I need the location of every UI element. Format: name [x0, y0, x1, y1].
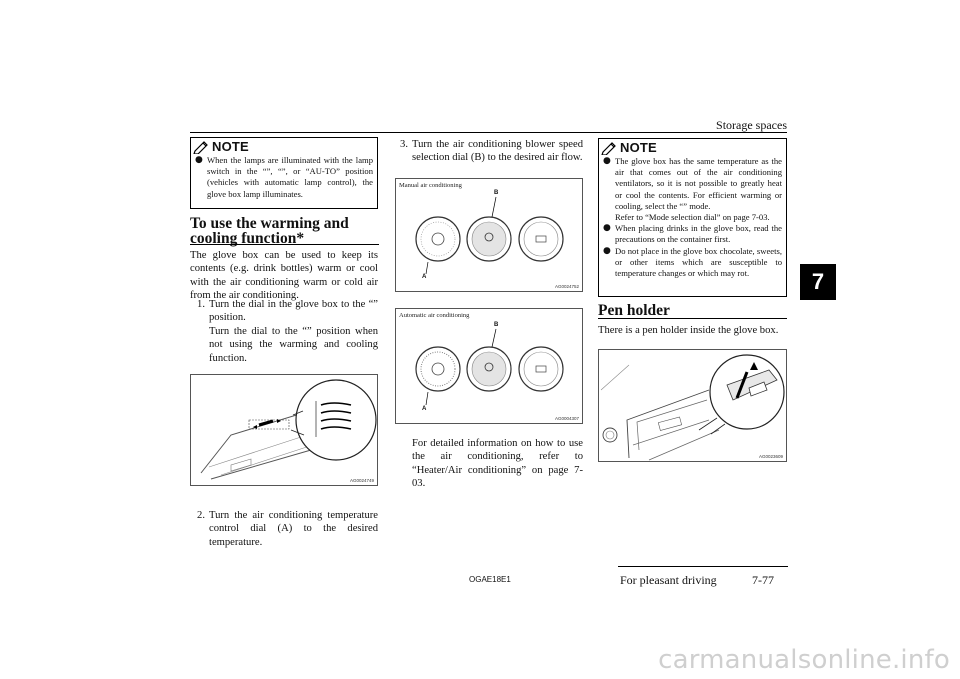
section-rule — [190, 244, 379, 245]
step-number: 1. — [197, 299, 205, 310]
note-box-lamps — [190, 137, 378, 209]
step-text: Turn the air conditioning blower speed selection dial (B) to the desired air flow. — [412, 139, 583, 164]
step-2 — [192, 509, 378, 549]
note-item-text: When placing drinks in the glove box, read the precautions on the container first. — [615, 223, 782, 245]
note-body — [599, 156, 786, 279]
figure-id: AG0023609 — [758, 454, 783, 459]
section-title-warming: To use the warming and cooling function* — [190, 215, 349, 247]
step-number: 2. — [197, 510, 205, 521]
section-rule — [598, 318, 787, 319]
note-item-text — [615, 156, 782, 223]
note-label: NOTE — [212, 139, 249, 154]
note-header — [191, 138, 377, 155]
glove-box-illustration — [191, 375, 377, 485]
figure-manual-ac — [395, 178, 583, 292]
bullet-icon: ● — [603, 223, 611, 234]
label-a: A — [422, 274, 427, 280]
note-pencil-icon — [193, 140, 209, 154]
label-b: B — [494, 190, 499, 196]
pen-holder-paragraph: There is a pen holder inside the glove box. — [598, 325, 779, 336]
footer-section-title: For pleasant driving — [620, 573, 717, 587]
label-b: B — [494, 322, 499, 328]
note-item-text: When the lamps are illuminated with the lamp switch in the “”, “”, or “AU-TO” position (vehicles with automatic lamp control), the glove box lamp illuminates. — [207, 155, 373, 199]
step1-line2: Turn the dial to the “” position when not using the warming and cooling function. — [209, 325, 378, 364]
note-header — [599, 139, 786, 156]
figure-automatic-ac — [395, 308, 583, 424]
note-item — [603, 156, 782, 223]
note-item — [603, 246, 782, 280]
bullet-icon: ● — [603, 245, 611, 256]
step-text — [209, 298, 378, 365]
bullet-icon: ● — [195, 155, 203, 165]
running-header: Storage spaces — [716, 118, 787, 132]
note-box-glove-box — [598, 138, 787, 297]
figure-id: AG0024752 — [554, 284, 579, 289]
note-body — [191, 155, 377, 200]
bullet-icon: ● — [603, 156, 611, 166]
section-title-pen-holder: Pen holder — [598, 302, 670, 319]
chapter-tab: 7 — [800, 264, 836, 300]
note-item1-extra-a: For efficient warming or cooling, select the “” mode. — [615, 189, 783, 211]
note-item1-extra-b: Refer to “Mode selection dial” on page 7-03. — [615, 212, 770, 223]
note-item — [195, 155, 373, 200]
note-item1-text: The glove box has the same temperature as the air that comes out of the air conditioning ventilators, so it is not possible to greatly heat or cool the contents. — [615, 156, 782, 200]
watermark: carmanualsonline.info — [658, 645, 950, 675]
note-pencil-icon — [601, 141, 617, 155]
step-text: Turn the air conditioning temperature control dial (A) to the desired temperature. — [209, 510, 378, 548]
pen-holder-illustration — [599, 350, 786, 461]
label-a: A — [422, 406, 427, 412]
figure-caption: Automatic air conditioning — [399, 312, 470, 319]
note-label: NOTE — [620, 140, 657, 155]
detail-paragraph: For detailed information on how to use the air conditioning, refer to “Heater/Air conditioning” on page 7-03. — [412, 438, 583, 490]
step-3 — [395, 138, 583, 165]
intro-paragraph: The glove box can be used to keep its contents (e.g. drink bottles) warm or cool with the air conditioning warm or cold air from the air conditioning. — [190, 250, 378, 302]
header-rule — [190, 132, 787, 133]
page-number: 7-77 — [752, 573, 774, 587]
figure-id: AG0024749 — [349, 478, 374, 483]
document-code: OGAE18E1 — [469, 575, 511, 584]
step-number: 3. — [400, 139, 408, 150]
figure-pen-holder — [598, 349, 787, 462]
step-1 — [192, 298, 378, 365]
figure-glove-box-dial — [190, 374, 378, 486]
figure-id: AG0004307 — [554, 416, 579, 421]
note-item-text: Do not place in the glove box chocolate, sweets, or other items which are susceptible to temperature changes or which may rot. — [615, 245, 782, 279]
footer-rule — [618, 566, 788, 567]
figure-caption: Manual air conditioning — [399, 182, 462, 189]
note-item — [603, 223, 782, 245]
step1-line1: Turn the dial in the glove box to the “” position. — [209, 299, 378, 324]
